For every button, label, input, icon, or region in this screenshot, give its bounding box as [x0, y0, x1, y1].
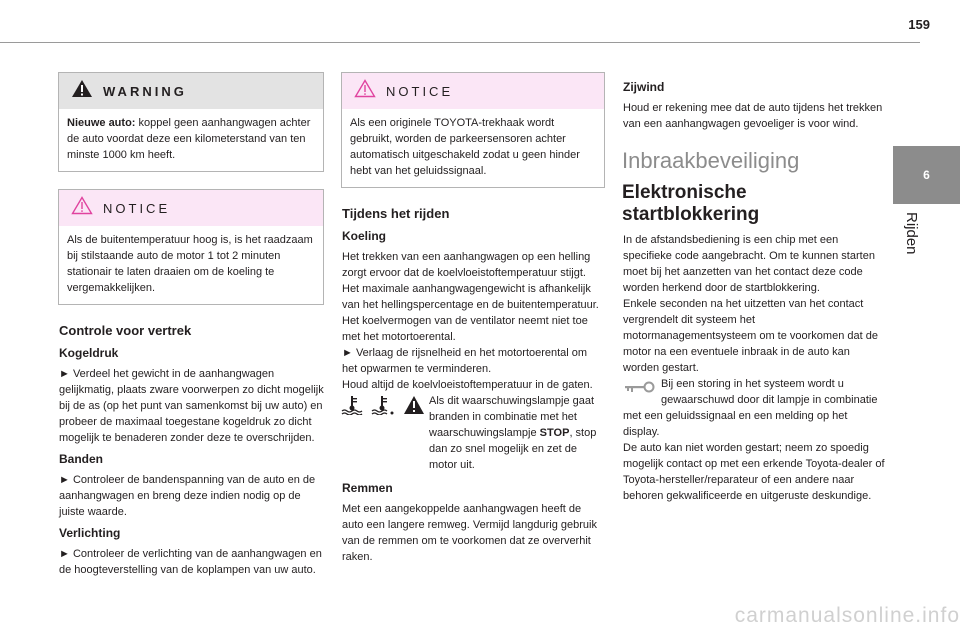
paragraph-koeling-advice: ► Verlaag de rijsnelheid en het motortoerental om het opwarmen te verminderen.	[342, 347, 588, 375]
section-title-controle: Controle voor vertrek	[59, 323, 192, 338]
section-title-startblokkering: Elektronische startblokkering	[622, 182, 760, 225]
section-title-inbraakbeveiliging: Inbraakbeveiliging	[622, 148, 800, 173]
subheading-koeling: Koeling	[342, 229, 386, 243]
paragraph-zijwind: Houd er rekening mee dat de auto tijdens het trekken van een aanhangwagen gevoeliger is voor wind.	[623, 102, 883, 130]
paragraph-koeling-monitor: Houd altijd de koelvloeistoftemperatuur in de gaten.	[342, 379, 593, 391]
notice-box-header	[342, 73, 604, 109]
warning-lamp-row	[341, 393, 605, 473]
warning-triangle-icon	[71, 79, 93, 103]
paragraph-storing-text: Bij een storing in het systeem wordt u gewaarschuwd door dit lampje in combinatie met een geluidssignaal en een melding op het display.	[623, 378, 878, 438]
notice-box-header	[59, 190, 323, 226]
paragraph-verlichting: ► Controleer de verlichting van de aanhangwagen en de hoogteverstelling van de koplampen van uw auto.	[59, 548, 322, 576]
column-right	[622, 74, 886, 510]
coolant-temperature-icon	[341, 395, 363, 420]
notice-triangle-icon	[354, 79, 376, 103]
notice-text: Als de buitentemperatuur hoog is, is het raadzaam bij stilstaande auto de motor 1 tot 2 minuten stationair te laten draaien om de koeling te vergemakkelijken.	[67, 234, 313, 294]
warning-text	[59, 109, 323, 171]
notice-title: NOTICE	[386, 83, 454, 99]
subheading-zijwind: Zijwind	[623, 80, 665, 94]
subheading-kogeldruk: Kogeldruk	[59, 346, 119, 360]
chapter-tab[interactable]	[893, 146, 960, 204]
paragraph-kogeldruk: ► Verdeel het gewicht in de aanhangwagen gelijkmatig, plaats zware voorwerpen zo dicht mogelijk bij de as (op het punt van samenkomst bij uw auto) en probeer de maximaal toegestane kogeldruk zo dicht mogelijk te benaderen zonder deze te overschrijden.	[59, 368, 324, 444]
warning-box	[58, 72, 324, 172]
warning-lamp-icons	[341, 395, 425, 420]
column-left	[58, 72, 324, 584]
subheading-banden: Banden	[59, 452, 104, 466]
warning-lamp-text	[429, 393, 605, 473]
paragraph-koeling: Het trekken van een aanhangwagen op een helling zorgt ervoor dat de koelvloeistoftemperatuur stijgt. Het maximale aanhangwagengewicht is afhankelijk van het hellingspercentage en de buitentemperatuur. Het koelvermogen van de ventilator neemt niet toe met het motortoerental.	[342, 251, 599, 343]
section-title-rijden: Tijdens het rijden	[342, 206, 450, 221]
stop-label: STOP	[539, 427, 570, 439]
warning-box-header	[59, 73, 323, 109]
subheading-remmen: Remmen	[342, 481, 393, 495]
paragraph-contact-dealer: De auto kan niet worden gestart; neem zo spoedig mogelijk contact op met een erkende Toyota-dealer of Toyota-hersteller/reparateur of een andere naar behoren gekwalificeerde en uitgeruste deskundige.	[623, 442, 885, 502]
notice-text: Als een originele TOYOTA-trekhaak wordt gebruikt, worden de parkeersensoren achter automatisch uitgeschakeld zodat u geen hinder hebt van het geluidssignaal.	[350, 117, 580, 177]
warning-title: WARNING	[103, 83, 187, 99]
notice-box	[58, 189, 324, 305]
paragraph-remmen: Met een aangekoppelde aanhangwagen heeft de auto een langere remweg. Vermijd langdurig gebruik van de remmen om te voorkomen dat ze oververhit raken.	[342, 503, 597, 563]
notice-triangle-icon	[71, 196, 93, 220]
coolant-level-icon	[371, 395, 395, 420]
notice-title: NOTICE	[103, 200, 171, 216]
watermark: carmanualsonline.info	[734, 604, 960, 627]
warning-lamp-text-part2: , stop dan zo snel mogelijk en zet de motor uit.	[429, 427, 597, 471]
subheading-verlichting: Verlichting	[59, 526, 121, 540]
column-middle	[341, 72, 605, 571]
chapter-number: 6	[923, 168, 930, 182]
chapter-title: Rijden	[903, 212, 920, 255]
paragraph-chip: In de afstandsbediening is een chip met een specifieke code aangebracht. Om te kunnen starten moet bij het aanzetten van het contact deze code worden herkend door de startblokkering.	[623, 234, 875, 294]
warning-body: koppel geen aanhangwagen achter de auto voordat deze een kilometerstand van ten minste 1000 km heeft.	[67, 117, 311, 161]
warning-lead: Nieuwe auto:	[67, 117, 136, 129]
page-number: 159	[908, 17, 930, 32]
key-icon	[623, 380, 655, 399]
paragraph-banden: ► Controleer de bandenspanning van de auto en de aanhangwagen en breng deze indien nodig op de juiste waarde.	[59, 474, 316, 518]
notice-box-trekhaak	[341, 72, 605, 188]
paragraph-storing	[623, 376, 886, 440]
warning-lamp-text-part1: Als dit waarschuwingslampje gaat branden in combinatie met het waarschuwingslampje	[429, 395, 595, 439]
warning-triangle-icon	[403, 395, 425, 420]
paragraph-vergrendeling: Enkele seconden na het uitzetten van het contact vergrendelt dit systeem het motormanagementsysteem om te voorkomen dat de motor na een eventuele inbraak in de auto kan worden gestart.	[623, 298, 878, 374]
header-divider	[0, 42, 920, 43]
